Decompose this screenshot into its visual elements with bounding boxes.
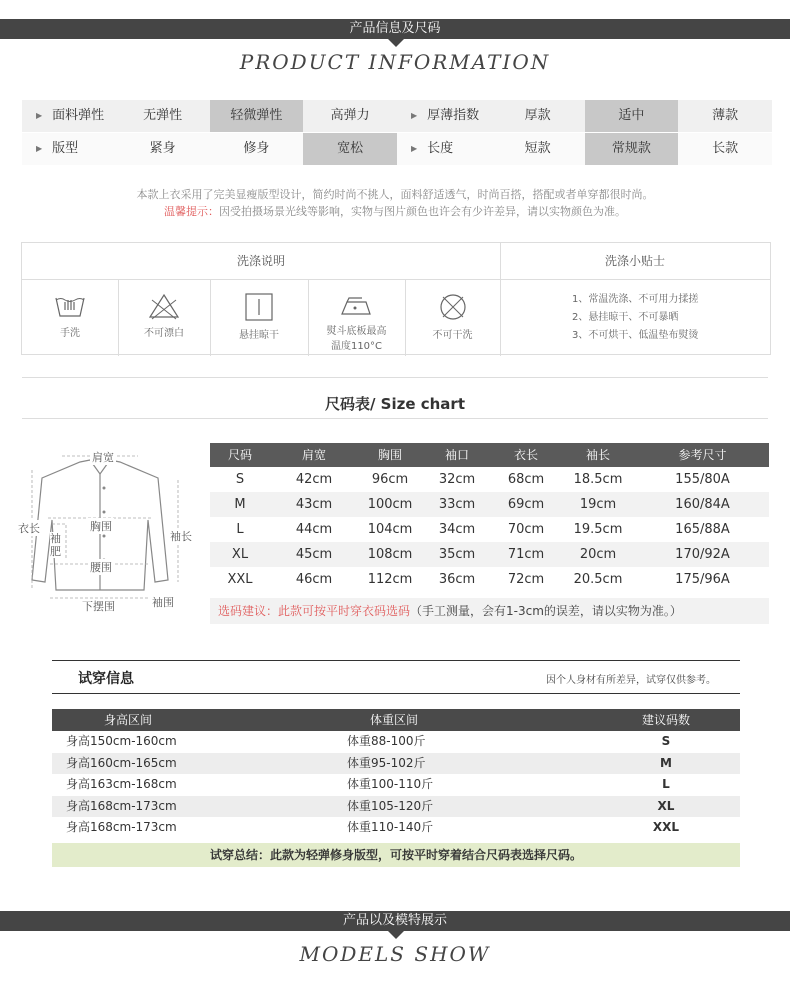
size-cell: 20cm xyxy=(579,547,617,562)
attribute-option xyxy=(116,100,210,132)
size-cell: 43cm xyxy=(295,497,333,512)
size-advice-rest: （手工测量，会有1-3cm的误差，请以实物为准。） xyxy=(410,604,682,618)
size-cell: 165/88A xyxy=(675,522,730,537)
size-cell: L xyxy=(236,522,244,537)
try-on-summary: 试穿总结：此款为轻弹修身版型，可按平时穿着结合尺码表选择尺码。 xyxy=(52,843,740,867)
size-cell: 96cm xyxy=(371,472,409,487)
try-on-row xyxy=(52,753,740,775)
wash-label: 不可漂白 xyxy=(144,328,184,339)
size-cell: 19.5cm xyxy=(573,522,623,537)
diagram-label-cuff: 袖围 xyxy=(152,596,174,609)
size-header-cell: 肩宽 xyxy=(301,448,326,462)
size-header-cell: 参考尺寸 xyxy=(678,448,727,462)
attribute-option xyxy=(491,100,585,132)
attribute-text: 版型 xyxy=(52,141,79,156)
try-on-cell: 身高160cm-165cm xyxy=(66,755,177,770)
try-on-cell: 身高163cm-168cm xyxy=(66,777,177,791)
wash-label: 熨斗底板最高 xyxy=(326,326,387,337)
wash-cell-dryclean xyxy=(405,280,500,356)
attribute-option xyxy=(116,133,210,165)
warm-tip-label: 温馨提示： xyxy=(164,205,219,218)
size-cell: 104cm xyxy=(367,522,413,537)
warm-tip-text: 因受拍摄场景光线等影响，实物与图片颜色也许会有少许差异，请以实物颜色为准。 xyxy=(219,205,626,218)
try-on-cell: 体重105-120斤 xyxy=(347,798,434,813)
attribute-text: 修身 xyxy=(243,141,270,156)
size-row xyxy=(210,542,769,567)
diagram-label-chest: 胸围 xyxy=(90,520,112,533)
attribute-heading xyxy=(22,133,116,165)
size-cell: 46cm xyxy=(295,572,333,587)
attribute-option xyxy=(303,100,397,132)
size-cell: 44cm xyxy=(295,522,333,537)
size-cell: XXL xyxy=(227,572,253,587)
size-header-cell: 袖长 xyxy=(585,448,610,462)
size-cell: 18.5cm xyxy=(573,472,623,487)
wash-tips-list xyxy=(572,291,698,345)
attribute-text: 厚薄指数 xyxy=(427,108,480,123)
wash-tip: 1、常温洗涤、不可用力揉搓 xyxy=(572,294,699,305)
size-cell: 68cm xyxy=(507,472,545,487)
size-cell: 34cm xyxy=(438,522,476,537)
try-on-cell: 体重88-100斤 xyxy=(347,734,426,748)
attribute-option xyxy=(678,100,772,132)
hand-wash-icon xyxy=(53,292,87,320)
size-chart-title: 尺码表/ Size chart xyxy=(324,395,466,413)
try-on-row xyxy=(52,731,740,753)
diagram-label-bicep: 袖肥 xyxy=(50,532,61,558)
hang-dry-icon xyxy=(242,292,276,322)
size-cell: 100cm xyxy=(367,497,413,512)
size-cell: M xyxy=(234,497,246,512)
wash-cell-bleach xyxy=(118,280,210,356)
attribute-text: 面料弹性 xyxy=(52,108,105,123)
size-cell: 19cm xyxy=(579,497,617,512)
try-on-row xyxy=(52,796,740,818)
size-header-cell: 胸围 xyxy=(377,448,402,462)
attribute-text: 长度 xyxy=(427,141,454,156)
attribute-option-selected xyxy=(585,100,679,132)
wash-cell-iron xyxy=(308,280,405,356)
wash-tip: 2、悬挂晾干、不可暴晒 xyxy=(572,312,679,323)
wash-tip: 3、不可烘干、低温垫布熨烫 xyxy=(572,330,699,341)
size-cell: 160/84A xyxy=(675,497,730,512)
attribute-text: 短款 xyxy=(524,141,551,156)
size-cell: 42cm xyxy=(295,472,333,487)
diagram-label-hem: 下摆围 xyxy=(82,600,115,613)
attribute-text: 厚款 xyxy=(524,108,551,123)
try-on-cell: 身高150cm-160cm xyxy=(66,734,177,748)
band-arrow xyxy=(388,931,404,939)
size-cell: 35cm xyxy=(438,547,476,562)
try-on-cell: S xyxy=(661,734,671,748)
wash-label: 手洗 xyxy=(60,328,80,339)
no-bleach-icon xyxy=(147,292,181,320)
divider xyxy=(22,418,768,419)
size-header-cell: 袖口 xyxy=(444,448,469,462)
try-on-header xyxy=(52,660,740,694)
attribute-text: 常规款 xyxy=(611,141,651,156)
attribute-text: 薄款 xyxy=(712,108,739,123)
size-advice-red: 选码建议：此款可按平时穿衣码选码 xyxy=(218,604,411,618)
size-cell: 69cm xyxy=(507,497,545,512)
size-cell: 70cm xyxy=(507,522,545,537)
attribute-text: 长款 xyxy=(712,141,739,156)
size-cell: 108cm xyxy=(367,547,413,562)
try-on-cell: 体重95-102斤 xyxy=(347,755,426,770)
wash-table xyxy=(21,242,771,355)
try-on-header-row xyxy=(52,709,740,731)
try-on-cell: XL xyxy=(657,798,675,813)
size-cell: 20.5cm xyxy=(573,572,623,587)
attribute-text: 无弹性 xyxy=(143,108,183,123)
try-on-cell: 身高168cm-173cm xyxy=(66,798,177,813)
size-cell: S xyxy=(235,472,245,487)
diagram-label-shoulder: 肩宽 xyxy=(92,451,114,464)
size-row xyxy=(210,467,769,492)
size-row xyxy=(210,492,769,517)
try-on-title: 试穿信息 xyxy=(78,671,134,687)
attribute-option-selected xyxy=(210,100,304,132)
product-info-script-title: PRODUCT INFORMATION xyxy=(239,50,551,74)
try-on-cell: 体重110-140斤 xyxy=(347,820,434,834)
attribute-heading xyxy=(397,100,491,132)
wash-cell-hand xyxy=(22,280,118,356)
size-cell: 33cm xyxy=(438,497,476,512)
attribute-row xyxy=(22,133,772,165)
try-on-cell: M xyxy=(660,755,672,770)
attribute-heading xyxy=(22,100,116,132)
size-row xyxy=(210,517,769,542)
try-on-cell: L xyxy=(662,777,670,791)
try-on-cell: 身高168cm-173cm xyxy=(66,820,177,834)
size-header-cell: 尺码 xyxy=(227,448,252,462)
size-cell: 71cm xyxy=(507,547,545,562)
iron-icon xyxy=(338,294,376,318)
attribute-option xyxy=(678,133,772,165)
size-cell: 45cm xyxy=(295,547,333,562)
wash-label-2: 温度110°C xyxy=(330,341,383,352)
size-cell: XL xyxy=(231,547,249,562)
description-note: 本款上衣采用了完美显瘦版型设计，简约时尚不挑人，面料舒适透气，时尚百搭，搭配或者单穿都很时尚。 xyxy=(136,188,654,201)
product-info-band xyxy=(0,19,790,39)
try-on-table xyxy=(52,709,740,867)
size-cell: 72cm xyxy=(507,572,545,587)
size-cell: 112cm xyxy=(367,572,413,587)
diagram-label-sleeve: 袖长 xyxy=(170,530,192,543)
try-on-header-cell: 身高区间 xyxy=(104,713,153,727)
wash-instructions-header: 洗涤说明 xyxy=(22,243,500,280)
attribute-option xyxy=(491,133,585,165)
attribute-text: 轻微弹性 xyxy=(230,108,283,123)
attribute-heading xyxy=(397,133,491,165)
models-show-band-label: 产品以及模特展示 xyxy=(342,913,447,928)
wash-label: 悬挂晾干 xyxy=(239,330,279,341)
try-on-header-cell: 建议码数 xyxy=(641,713,690,727)
diagram-label-length: 衣长 xyxy=(18,522,40,535)
try-on-header-cell: 体重区间 xyxy=(370,713,419,727)
models-show-band xyxy=(0,911,790,931)
size-advice xyxy=(210,598,769,624)
divider xyxy=(22,377,768,378)
try-on-row xyxy=(52,817,740,839)
diagram-label-waist: 腰围 xyxy=(90,561,112,574)
try-on-row xyxy=(52,774,740,796)
warm-tip-note xyxy=(0,203,790,219)
wash-label: 不可干洗 xyxy=(432,330,473,341)
attribute-text: 适中 xyxy=(618,108,645,123)
attribute-row xyxy=(22,100,772,132)
size-cell: 175/96A xyxy=(675,572,730,587)
size-header-cell: 衣长 xyxy=(513,448,538,462)
wash-cell-hang xyxy=(210,280,308,356)
attributes-table xyxy=(22,100,772,165)
attribute-option xyxy=(210,133,304,165)
try-on-cell: XXL xyxy=(652,820,680,834)
try-on-cell: 体重100-110斤 xyxy=(347,777,434,791)
attribute-option-selected xyxy=(303,133,397,165)
attribute-option-selected xyxy=(585,133,679,165)
product-info-band-label: 产品信息及尺码 xyxy=(349,21,441,36)
attribute-text: 紧身 xyxy=(149,141,176,156)
band-arrow xyxy=(388,39,404,47)
size-cell: 170/92A xyxy=(675,547,730,562)
models-show-script-title: MODELS SHOW xyxy=(299,942,491,966)
attribute-text: 高弹力 xyxy=(330,108,370,123)
size-cell: 36cm xyxy=(438,572,476,587)
attribute-text: 宽松 xyxy=(337,141,364,156)
size-row xyxy=(210,567,769,592)
size-chart-table xyxy=(210,443,769,624)
size-cell: 155/80A xyxy=(675,472,730,487)
size-header-row xyxy=(210,443,769,467)
no-dry-clean-icon xyxy=(437,292,469,322)
size-cell: 32cm xyxy=(438,472,476,487)
wash-tips-header: 洗涤小贴士 xyxy=(500,243,770,280)
try-on-note: 因个人身材有所差异，试穿仅供参考。 xyxy=(546,675,716,686)
wash-divider xyxy=(500,243,501,356)
